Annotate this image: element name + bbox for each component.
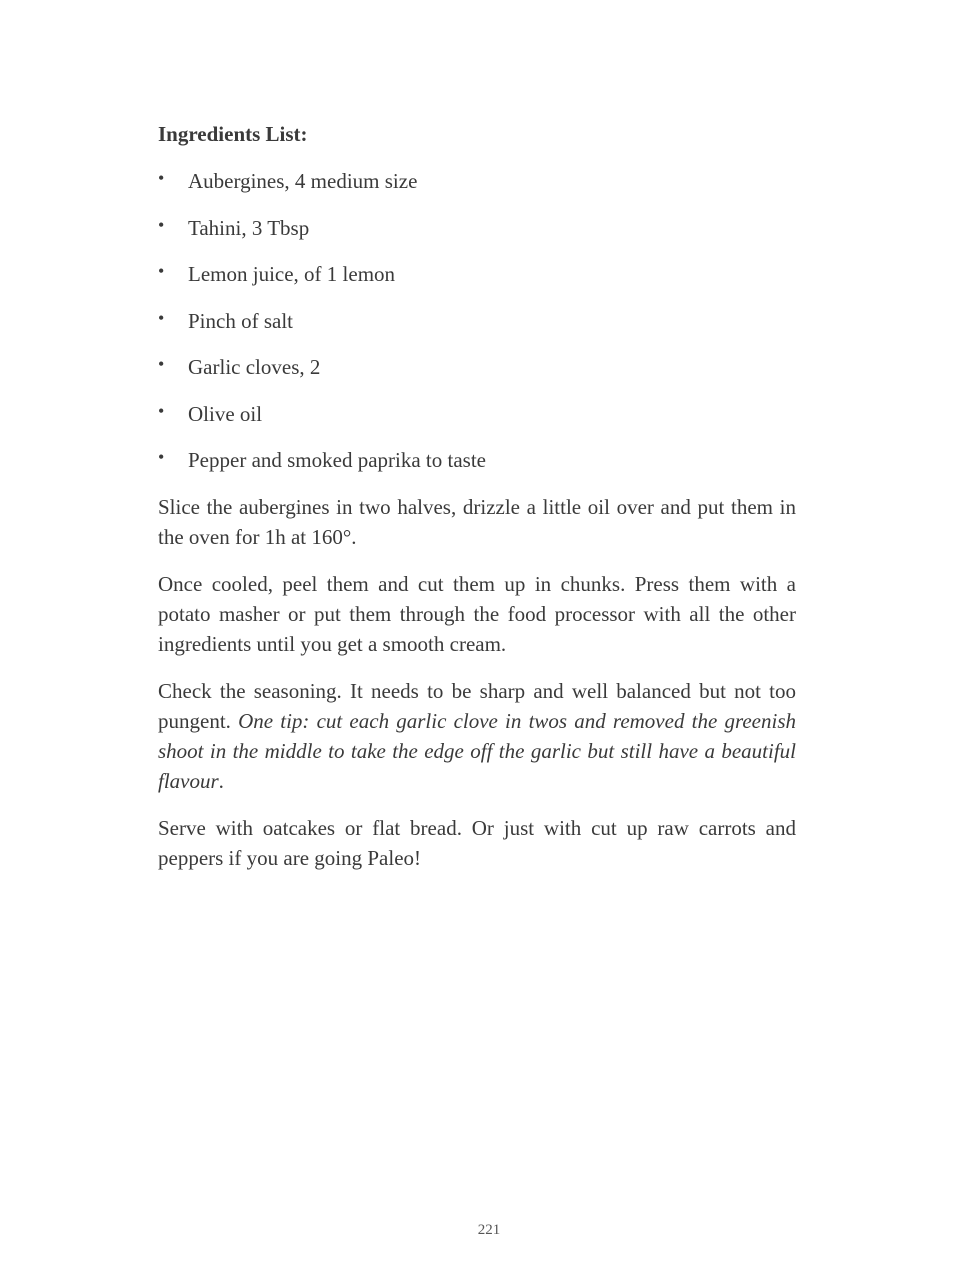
paragraph-end: . <box>218 768 224 793</box>
paragraph-text: Check the seasoning. It needs to be sharp and well balanced but not too pungent. <box>158 678 796 733</box>
page-number: 221 <box>477 1222 501 1238</box>
ingredient-text: Lemon juice, of 1 lemon <box>188 262 396 286</box>
bullet-icon: • <box>158 214 165 235</box>
ingredient-text: Tahini, 3 Tbsp <box>188 215 310 240</box>
list-item <box>158 166 796 196</box>
bullet-icon: • <box>158 447 165 467</box>
ingredients-heading: Ingredients List: <box>158 122 308 146</box>
list-item <box>158 213 796 243</box>
ingredient-text: Aubergines, 4 medium size <box>188 169 418 193</box>
instruction-paragraph-1: Slice the aubergines in two halves, drizzle a little oil over and put them in the oven for 1h at 160°. <box>158 494 796 549</box>
list-item <box>158 445 796 475</box>
ingredient-text: Garlic cloves, 2 <box>188 355 321 379</box>
ingredients-list <box>158 166 796 475</box>
ingredient-text: Pepper and smoked paprika to taste <box>188 448 486 472</box>
bullet-icon: • <box>158 400 165 421</box>
bullet-icon: • <box>158 168 165 188</box>
list-item <box>158 352 796 382</box>
instruction-paragraph-4: Serve with oatcakes or flat bread. Or just with cut up raw carrots and peppers if you are going Paleo! <box>158 815 796 870</box>
list-item <box>158 399 796 429</box>
page-content <box>158 119 796 890</box>
instruction-paragraph-2: Once cooled, peel them and cut them up in chunks. Press them with a potato masher or put them through the food processor with all the other ingredients until you get a smooth cream. <box>158 571 796 656</box>
tip-text: One tip: cut each garlic clove in twos and removed the greenish shoot in the middle to take the edge off the garlic but still have a beautiful flavour <box>158 708 796 793</box>
bullet-icon: • <box>158 307 165 328</box>
instruction-paragraph-3 <box>158 676 796 796</box>
ingredient-text: Olive oil <box>188 401 263 426</box>
bullet-icon: • <box>158 261 165 281</box>
bullet-icon: • <box>158 354 165 374</box>
list-item <box>158 259 796 289</box>
ingredient-text: Pinch of salt <box>188 308 293 333</box>
list-item <box>158 306 796 336</box>
